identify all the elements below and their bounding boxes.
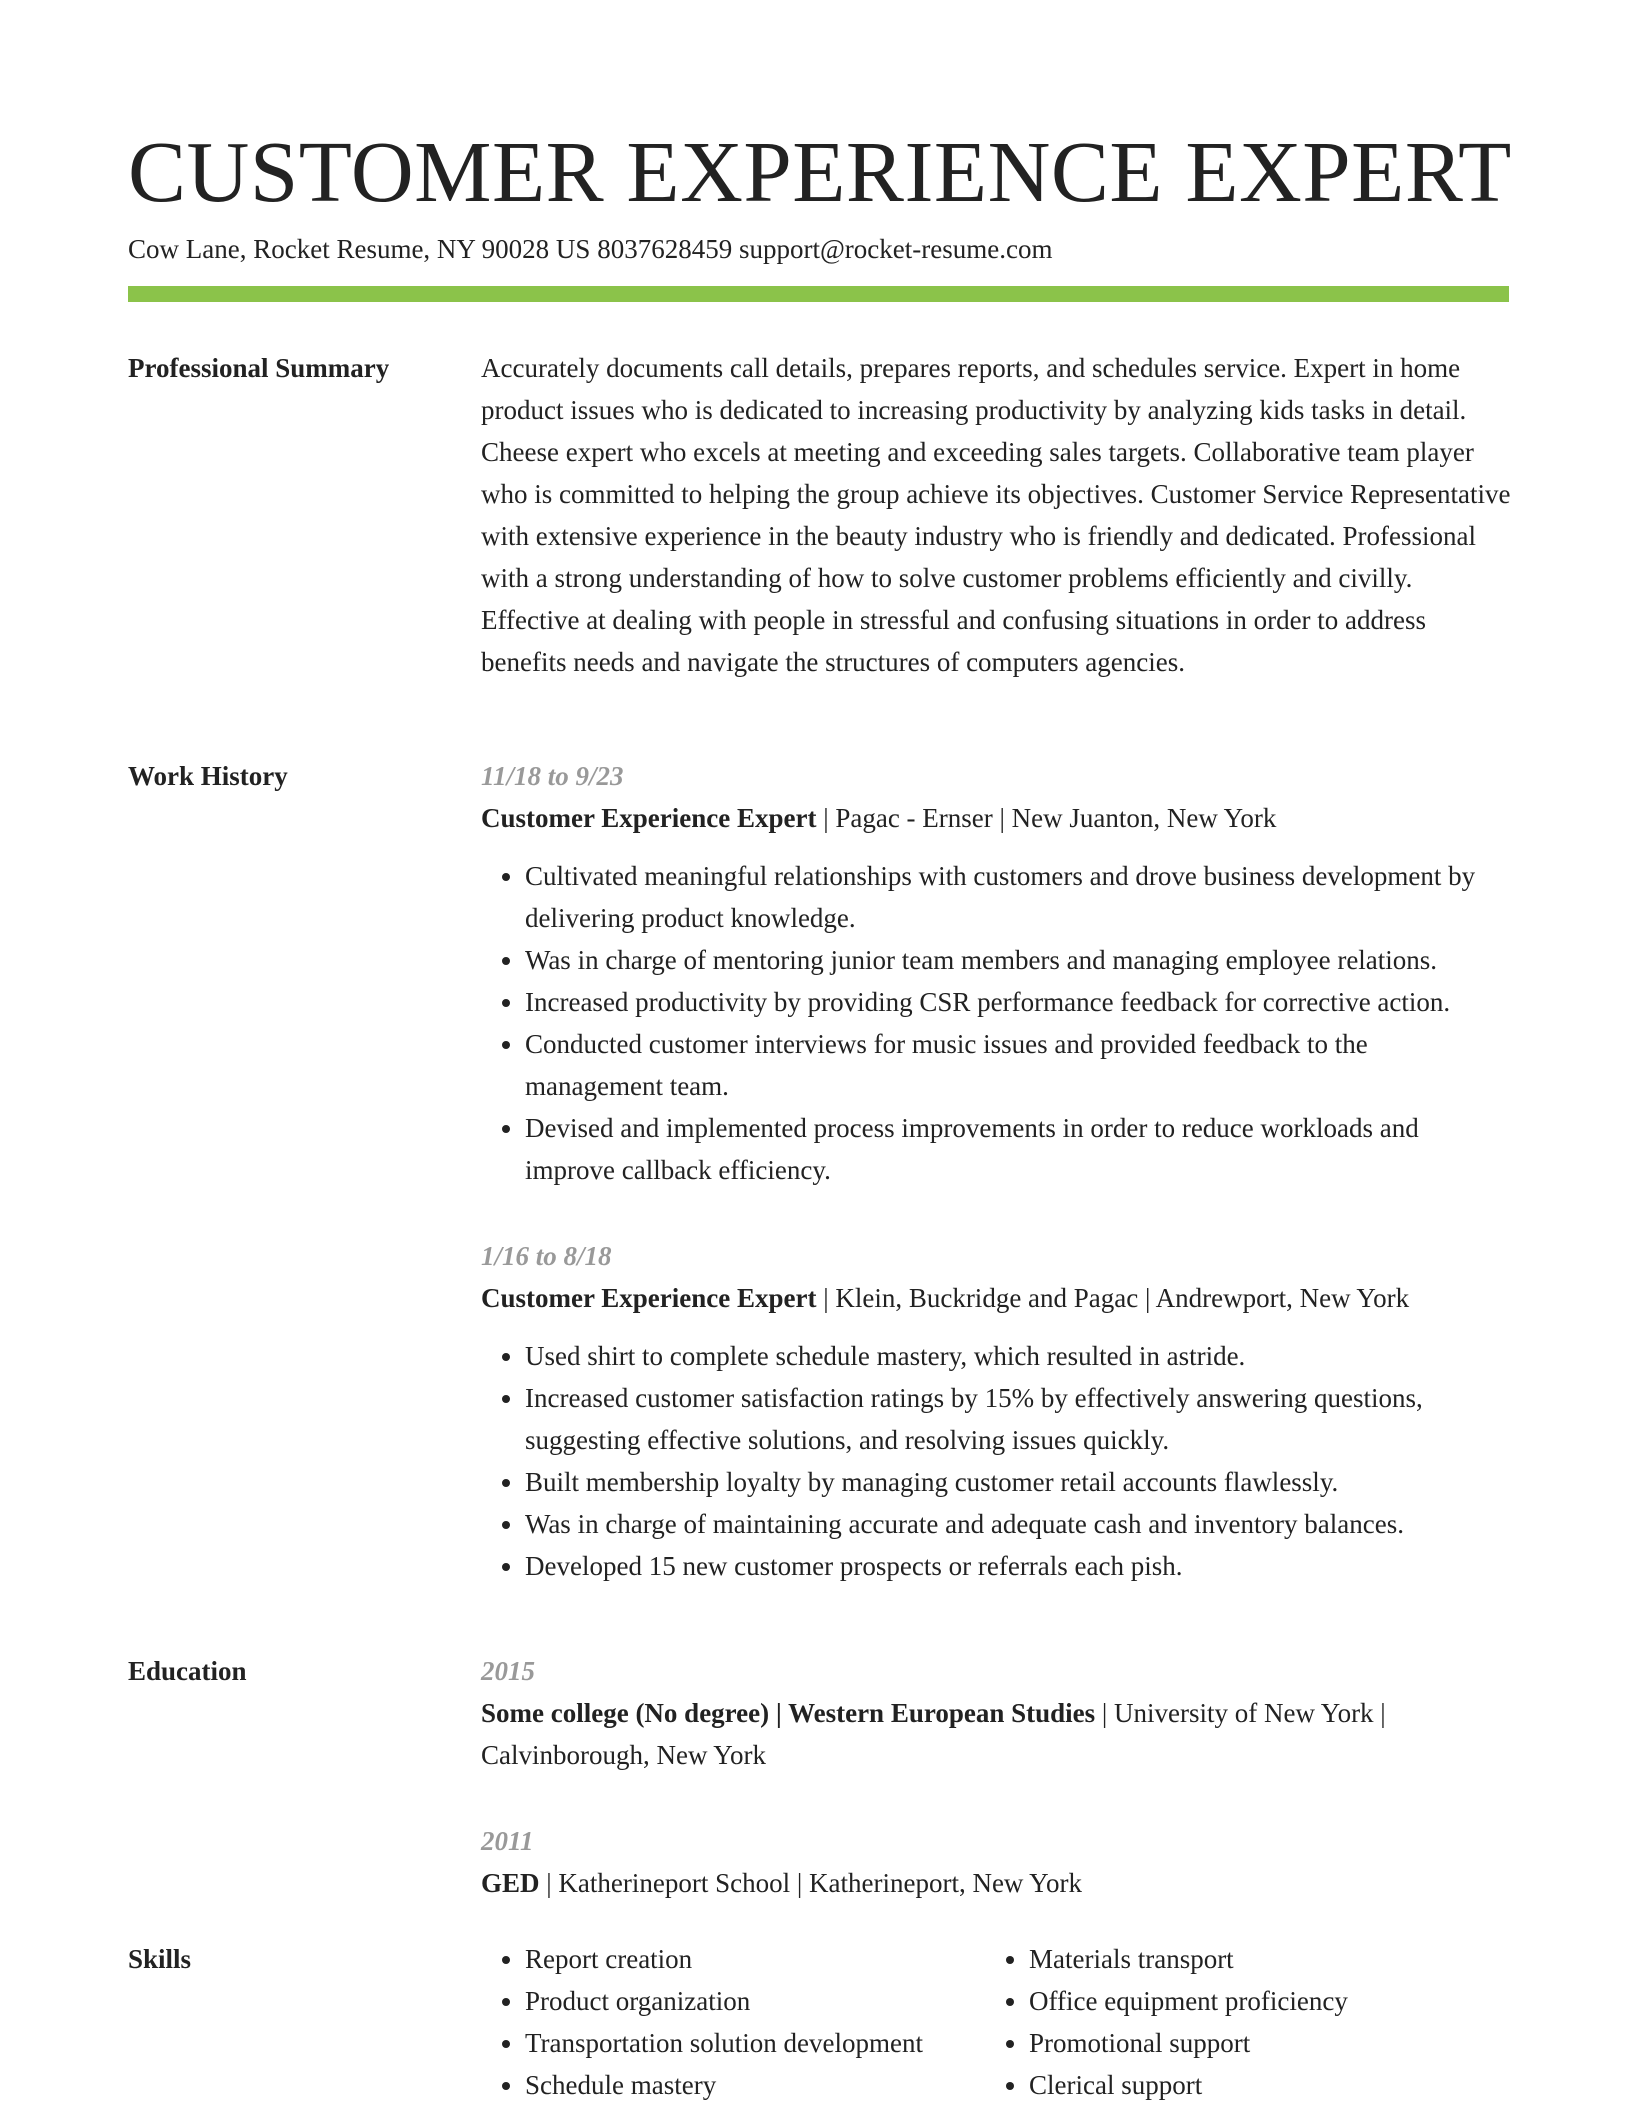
skill-item: • Office equipment proficiency	[1029, 1980, 1509, 2022]
skill-item: • Report creation	[525, 1938, 985, 1980]
education-entry	[481, 1650, 1511, 1776]
skills-body	[481, 1938, 1511, 2106]
skill-item: • Promotional support	[1029, 2022, 1509, 2064]
skills-heading: Skills	[128, 1944, 192, 1974]
education-year: 2011	[481, 1826, 534, 1856]
education-body	[481, 1650, 1511, 1932]
job-bullet: • Developed 15 new customer prospects or referrals each pish.	[525, 1545, 1511, 1587]
education-line	[481, 1862, 1511, 1904]
skill-item: • Clerical support	[1029, 2064, 1509, 2106]
job-bullet: • Devised and implemented process improvements in order to reduce workloads and improve callback efficiency.	[525, 1107, 1511, 1191]
job-bullet: • Conducted customer interviews for music issues and provided feedback to the management team.	[525, 1023, 1511, 1107]
work-history-heading: Work History	[128, 761, 288, 791]
job-entry	[481, 755, 1511, 1191]
skill-item: • Product organization	[525, 1980, 985, 2022]
job-bullet: • Increased customer satisfaction ratings by 15% by effectively answering questions, suggesting effective solutions, and resolving issues quickly.	[525, 1377, 1511, 1461]
education-degree: Some college (No degree) | Western European Studies	[481, 1698, 1096, 1728]
job-bullets	[481, 1335, 1511, 1587]
job-dates: 11/18 to 9/23	[481, 761, 624, 791]
skill-item: • Transportation solution development	[525, 2022, 985, 2064]
education-details: | University of New York | Calvinborough, New York	[481, 1698, 1386, 1770]
job-bullet: • Was in charge of maintaining accurate and adequate cash and inventory balances.	[525, 1503, 1511, 1545]
skills-columns	[481, 1938, 1511, 2106]
contact-line: Cow Lane, Rocket Resume, NY 90028 US 8037628459 support@rocket-resume.com	[128, 234, 1053, 264]
skill-item: • Schedule mastery	[525, 2064, 985, 2106]
job-dates: 1/16 to 8/18	[481, 1241, 612, 1271]
education-entry	[481, 1820, 1511, 1904]
header-divider	[128, 286, 1509, 302]
education-line	[481, 1692, 1511, 1776]
skills-list-left	[481, 1938, 985, 2106]
skills-list-right	[985, 1938, 1509, 2106]
job-bullet: • Increased productivity by providing CSR performance feedback for corrective action.	[525, 981, 1511, 1023]
job-bullet: • Cultivated meaningful relationships with customers and drove business development by delivering product knowledge.	[525, 855, 1511, 939]
job-title: Customer Experience Expert	[481, 1283, 817, 1313]
job-role-line	[481, 797, 1511, 839]
candidate-name: CUSTOMER EXPERIENCE EXPERT	[128, 123, 1512, 220]
job-bullet: • Built membership loyalty by managing customer retail accounts flawlessly.	[525, 1461, 1511, 1503]
education-year: 2015	[481, 1656, 535, 1686]
work-history-body	[481, 755, 1511, 1615]
job-bullet: • Used shirt to complete schedule mastery, which resulted in astride.	[525, 1335, 1511, 1377]
education-degree: GED	[481, 1868, 540, 1898]
job-bullets	[481, 855, 1511, 1191]
job-role-line	[481, 1277, 1511, 1319]
job-details: | Pagac - Ernser | New Juanton, New York	[816, 803, 1277, 833]
education-details: | Katherineport School | Katherineport, New York	[539, 1868, 1082, 1898]
skill-item: • Materials transport	[1029, 1938, 1509, 1980]
job-title: Customer Experience Expert	[481, 803, 817, 833]
job-details: | Klein, Buckridge and Pagac | Andrewport, New York	[816, 1283, 1410, 1313]
job-entry	[481, 1235, 1511, 1587]
education-heading: Education	[128, 1656, 247, 1686]
summary-body	[481, 347, 1511, 683]
summary-text: Accurately documents call details, prepares reports, and schedules service. Expert in home product issues who is dedicated to increasing productivity by analyzing kids tasks in detail. Cheese expert who excels at meeting and exceeding sales targets. Collaborative team player who is committed to helping the group achieve its objectives. Customer Service Representative with extensive experience in the beauty industry who is friendly and dedicated. Professional with a strong understanding of how to solve customer problems efficiently and civilly. Effective at dealing with people in stressful and confusing situations in order to address benefits needs and navigate the structures of computers agencies.	[481, 353, 1511, 677]
job-bullet: • Was in charge of mentoring junior team members and managing employee relations.	[525, 939, 1511, 981]
summary-heading: Professional Summary	[128, 353, 390, 383]
